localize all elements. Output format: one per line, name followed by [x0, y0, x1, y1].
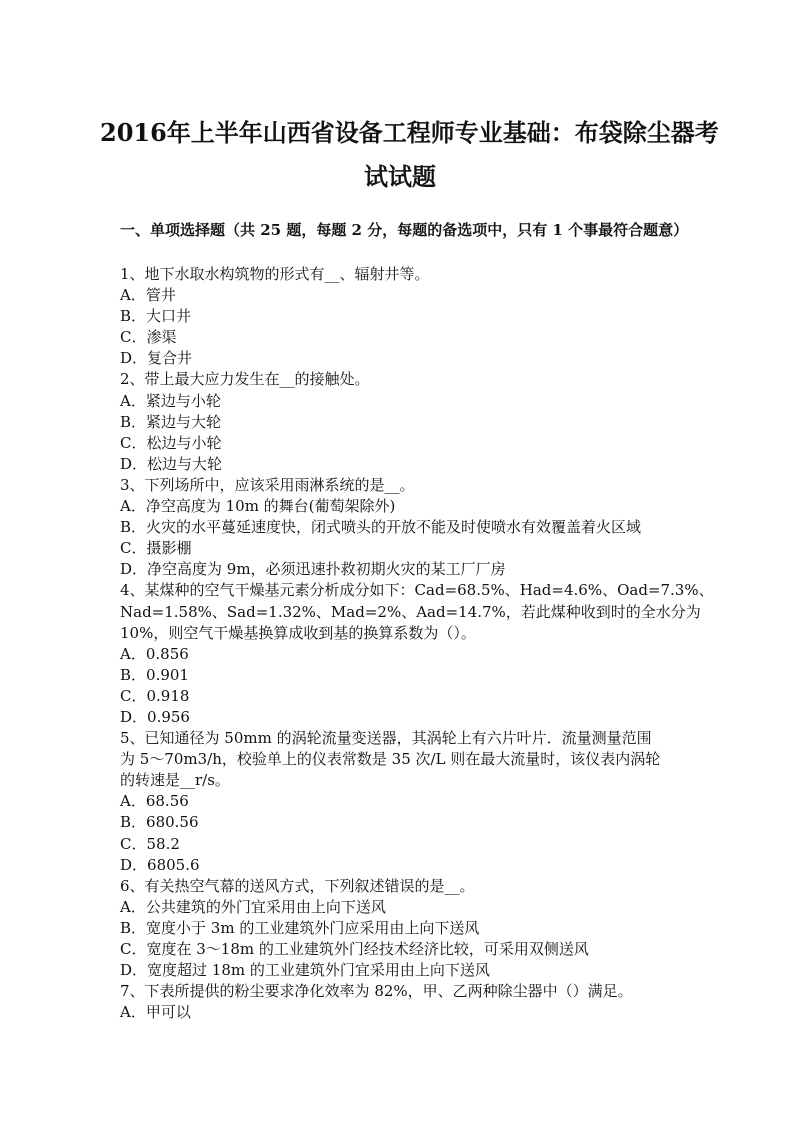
question-stem-line: 为 5～70m3/h，校验单上的仪表常数是 35 次/L 则在最大流量时，该仪表内涡轮	[120, 750, 661, 769]
answer-option: D．复合井	[120, 349, 193, 368]
question-stem-line: 1、地下水取水构筑物的形式有__、辐射井等。	[120, 265, 430, 283]
answer-option: D．松边与大轮	[120, 454, 223, 473]
answer-option: A．紧边与小轮	[120, 391, 221, 410]
answer-option: A．68.56	[120, 792, 189, 811]
question-stem-line: 7、下表所提供的粉尘要求净化效率为 82%，甲、乙两种除尘器中（）满足。	[120, 982, 633, 1001]
question-block	[120, 369, 700, 474]
answer-option: B．680.56	[120, 813, 199, 832]
section-heading: 一、单项选择题（共 25 题，每题 2 分，每题的备选项中，只有 1 个事最符合题意）	[120, 221, 689, 239]
answer-option: C．58.2	[120, 834, 180, 853]
question-stem-line: 5、已知通径为 50mm 的涡轮流量变送器，其涡轮上有六片叶片．流量测量范围	[120, 729, 652, 748]
answer-option: D．0.956	[120, 707, 190, 726]
answer-option: D．宽度超过 18m 的工业建筑外门宜采用由上向下送风	[120, 961, 490, 980]
question-stem-line: 3、下列场所中，应该采用雨淋系统的是__。	[120, 475, 415, 494]
answer-option: B．宽度小于 3m 的工业建筑外门应采用由上向下送风	[120, 918, 480, 937]
question-block	[120, 580, 714, 728]
answer-option: D．净空高度为 9m，必须迅速扑救初期火灾的某工厂厂房	[120, 560, 506, 579]
answer-option: A．公共建筑的外门宜采用由上向下送风	[120, 897, 386, 916]
question-block	[120, 264, 700, 369]
answer-option: B．紧边与大轮	[120, 412, 222, 431]
answer-option: C．0.918	[120, 686, 190, 705]
answer-option: D．6805.6	[120, 855, 200, 874]
question-stem-line: Nad=1.58%、Sad=1.32%、Mad=2%、Aad=14.7%，若此煤种收到时的全水分为	[120, 602, 701, 621]
document-title-line-1: 2016年上半年山西省设备工程师专业基础：布袋除尘器考	[100, 118, 719, 147]
answer-option: C．摄影棚	[120, 539, 192, 558]
answer-option: C．松边与小轮	[120, 433, 222, 452]
answer-option: A．甲可以	[120, 1003, 191, 1022]
answer-option: A．管井	[120, 286, 176, 305]
answer-option: C．渗渠	[120, 328, 177, 347]
question-block	[120, 981, 700, 1023]
question-block	[120, 876, 700, 981]
question-stem-line: 4、某煤种的空气干燥基元素分析成分如下：Cad=68.5%、Had=4.6%、Oad=7.3%、	[120, 581, 714, 600]
question-stem-line: 的转速是__r/s。	[120, 771, 230, 790]
answer-option: B．0.901	[120, 665, 189, 684]
question-block	[120, 728, 700, 876]
question-stem-line: 2、带上最大应力发生在__的接触处。	[120, 370, 370, 389]
answer-option: B．大口井	[120, 307, 192, 326]
answer-option: B．火灾的水平蔓延速度快，闭式喷头的开放不能及时使喷水有效覆盖着火区域	[120, 518, 642, 537]
answer-option: A．净空高度为 10m 的舞台(葡萄架除外)	[120, 497, 396, 516]
answer-option: A．0.856	[120, 644, 189, 663]
question-stem-line: 6、有关热空气幕的送风方式，下列叙述错误的是__。	[120, 876, 475, 895]
document-title-line-2: 试试题	[364, 162, 436, 191]
question-stem-line: 10%，则空气干燥基换算成收到基的换算系数为（）。	[120, 623, 476, 642]
question-block	[120, 475, 700, 580]
answer-option: C．宽度在 3～18m 的工业建筑外门经技术经济比较，可采用双侧送风	[120, 940, 589, 958]
question-list	[120, 264, 714, 1023]
